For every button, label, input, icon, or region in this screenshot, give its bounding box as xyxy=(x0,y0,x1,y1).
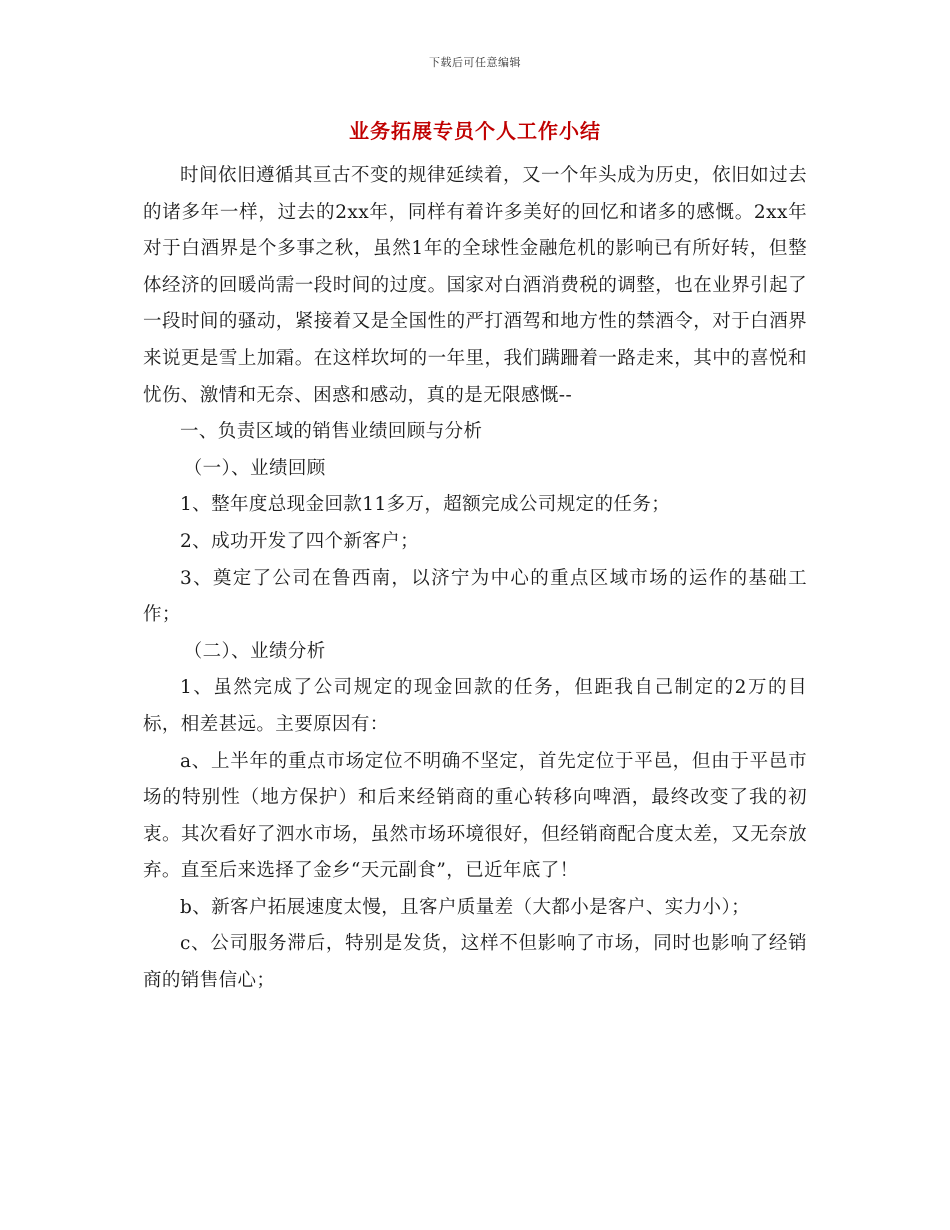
subsection-heading-1: （一）、业绩回顾 xyxy=(183,457,326,479)
list-item: 3、奠定了公司在鲁西南，以济宁为中心的重点区域市场的运作的基础工作； xyxy=(143,567,807,626)
list-item: 1、虽然完成了公司规定的现金回款的任务，但距我自己制定的2万的目标，相差甚远。主要原因有： xyxy=(143,677,807,735)
list-item: c、公司服务滞后，特别是发货，这样不但影响了市场，同时也影响了经销商的销售信心； xyxy=(143,933,807,992)
subsection-heading-2: （二）、业绩分析 xyxy=(183,640,326,662)
page-header-note: 下载后可任意编辑 xyxy=(429,56,521,69)
document-body xyxy=(143,158,807,1000)
list-item: 1、整年度总现金回款11多万，超额完成公司规定的任务； xyxy=(180,494,671,516)
document-title: 业务拓展专员个人工作小结 xyxy=(349,119,601,143)
list-item: b、新客户拓展速度太慢，且客户质量差（大都小是客户、实力小）； xyxy=(180,896,750,918)
paragraph-intro: 时间依旧遵循其亘古不变的规律延续着，又一个年头成为历史，依旧如过去的诸多年一样，过去的2xx年，同样有着许多美好的回忆和诸多的感慨。2xx年对于白酒界是个多事之秋，虽然1年的全球性金融危机的影响已有所好转，但整体经济的回暖尚需一段时间的过度。国家对白酒消费税的调整，也在业界引起了一段时间的骚动，紧接着又是全国性的严打酒驾和地方性的禁酒令，对于白酒界来说更是雪上加霜。在这样坎坷的一年里，我们蹒跚着一路走来，其中的喜悦和忧伤、激情和无奈、困惑和感动，真的是无限感慨-- xyxy=(143,165,807,406)
list-item: a、上半年的重点市场定位不明确不坚定，首先定位于平邑，但由于平邑市场的特别性（地方保护）和后来经销商的重心转移向啤酒，最终改变了我的初衷。其次看好了泗水市场，虽然市场环境很好，但经销商配合度太差，又无奈放弃。直至后来选择了金乡“天元副食”，已近年底了！ xyxy=(143,750,807,882)
section-heading-1: 一、负责区域的销售业绩回顾与分析 xyxy=(180,421,483,443)
list-item: 2、成功开发了四个新客户； xyxy=(180,530,419,552)
